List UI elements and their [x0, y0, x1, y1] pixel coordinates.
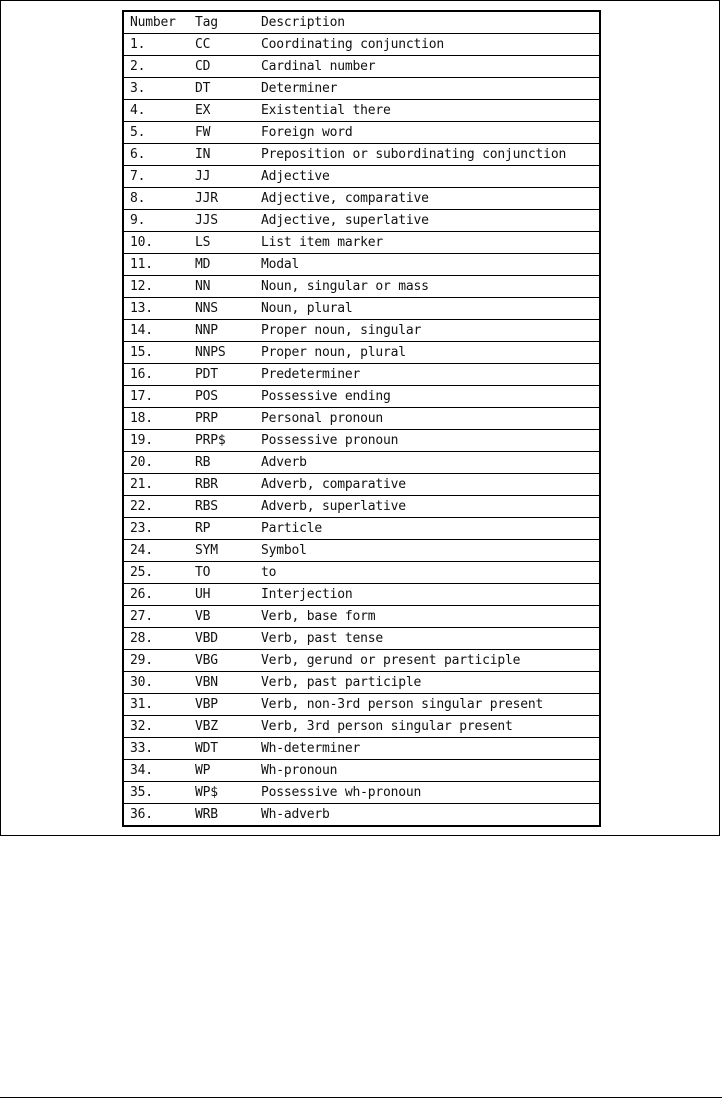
table-row — [123, 540, 600, 562]
cell-description: Verb, gerund or present participle — [255, 650, 600, 672]
cell-description: Modal — [255, 254, 600, 276]
table-row — [123, 496, 600, 518]
cell-number: 31. — [123, 694, 189, 716]
cell-tag: RBR — [189, 474, 255, 496]
page-bottom-rule — [0, 1097, 722, 1098]
table-row — [123, 342, 600, 364]
cell-description: to — [255, 562, 600, 584]
cell-number: 28. — [123, 628, 189, 650]
table-row — [123, 386, 600, 408]
table-row — [123, 672, 600, 694]
cell-number: 8. — [123, 188, 189, 210]
table-row — [123, 474, 600, 496]
table-row — [123, 716, 600, 738]
cell-tag: NNP — [189, 320, 255, 342]
cell-tag: EX — [189, 100, 255, 122]
cell-tag: CD — [189, 56, 255, 78]
table-row — [123, 364, 600, 386]
cell-description: Cardinal number — [255, 56, 600, 78]
cell-description: Foreign word — [255, 122, 600, 144]
cell-tag: RB — [189, 452, 255, 474]
cell-tag: RBS — [189, 496, 255, 518]
cell-description: Proper noun, singular — [255, 320, 600, 342]
cell-description: Personal pronoun — [255, 408, 600, 430]
cell-tag: NNS — [189, 298, 255, 320]
cell-number: 1. — [123, 34, 189, 56]
cell-tag: UH — [189, 584, 255, 606]
table-row — [123, 188, 600, 210]
table-row — [123, 232, 600, 254]
cell-number: 32. — [123, 716, 189, 738]
cell-description: Wh-pronoun — [255, 760, 600, 782]
table-row — [123, 34, 600, 56]
table-row — [123, 738, 600, 760]
cell-description: Adverb, comparative — [255, 474, 600, 496]
cell-number: 6. — [123, 144, 189, 166]
header-tag: Tag — [195, 15, 218, 30]
cell-number: 36. — [123, 804, 189, 827]
cell-number: 7. — [123, 166, 189, 188]
cell-number: 23. — [123, 518, 189, 540]
cell-number: 10. — [123, 232, 189, 254]
cell-description: List item marker — [255, 232, 600, 254]
table-row — [123, 606, 600, 628]
cell-number: 5. — [123, 122, 189, 144]
header-number: Number — [130, 15, 176, 30]
table-row — [123, 100, 600, 122]
cell-description: Possessive wh-pronoun — [255, 782, 600, 804]
cell-description: Preposition or subordinating conjunction — [255, 144, 600, 166]
table-row — [123, 210, 600, 232]
cell-description: Verb, 3rd person singular present — [255, 716, 600, 738]
table-body — [123, 34, 600, 827]
table-row — [123, 782, 600, 804]
cell-tag: WRB — [189, 804, 255, 827]
cell-number: 35. — [123, 782, 189, 804]
table-row — [123, 254, 600, 276]
cell-tag: POS — [189, 386, 255, 408]
cell-number: 16. — [123, 364, 189, 386]
cell-number: 19. — [123, 430, 189, 452]
cell-description: Predeterminer — [255, 364, 600, 386]
cell-number: 11. — [123, 254, 189, 276]
cell-description: Noun, plural — [255, 298, 600, 320]
table-row — [123, 760, 600, 782]
cell-description: Adverb, superlative — [255, 496, 600, 518]
table-row — [123, 694, 600, 716]
cell-tag: PDT — [189, 364, 255, 386]
cell-number: 24. — [123, 540, 189, 562]
cell-description: Interjection — [255, 584, 600, 606]
cell-tag: WP$ — [189, 782, 255, 804]
cell-description: Noun, singular or mass — [255, 276, 600, 298]
cell-description: Determiner — [255, 78, 600, 100]
cell-description: Wh-determiner — [255, 738, 600, 760]
table-row — [123, 628, 600, 650]
cell-number: 2. — [123, 56, 189, 78]
cell-tag: JJS — [189, 210, 255, 232]
table-row — [123, 584, 600, 606]
cell-tag: VB — [189, 606, 255, 628]
cell-number: 17. — [123, 386, 189, 408]
cell-tag: VBZ — [189, 716, 255, 738]
cell-description: Existential there — [255, 100, 600, 122]
cell-description: Possessive pronoun — [255, 430, 600, 452]
cell-tag: SYM — [189, 540, 255, 562]
table-row — [123, 408, 600, 430]
cell-description: Wh-adverb — [255, 804, 600, 827]
cell-tag: NN — [189, 276, 255, 298]
cell-number: 33. — [123, 738, 189, 760]
table-row — [123, 804, 600, 827]
cell-tag: DT — [189, 78, 255, 100]
cell-number: 13. — [123, 298, 189, 320]
cell-tag: FW — [189, 122, 255, 144]
cell-number: 15. — [123, 342, 189, 364]
cell-description: Verb, past participle — [255, 672, 600, 694]
cell-tag: JJ — [189, 166, 255, 188]
cell-number: 30. — [123, 672, 189, 694]
table-row — [123, 650, 600, 672]
cell-description: Adjective, comparative — [255, 188, 600, 210]
cell-description: Coordinating conjunction — [255, 34, 600, 56]
cell-description: Symbol — [255, 540, 600, 562]
cell-tag: VBD — [189, 628, 255, 650]
cell-number: 14. — [123, 320, 189, 342]
table-row — [123, 430, 600, 452]
cell-description: Particle — [255, 518, 600, 540]
cell-tag: IN — [189, 144, 255, 166]
cell-number: 21. — [123, 474, 189, 496]
cell-number: 9. — [123, 210, 189, 232]
cell-description: Proper noun, plural — [255, 342, 600, 364]
cell-number: 25. — [123, 562, 189, 584]
cell-description: Adverb — [255, 452, 600, 474]
table-row — [123, 320, 600, 342]
header-description: Description — [261, 15, 345, 30]
table-row — [123, 144, 600, 166]
cell-number: 3. — [123, 78, 189, 100]
cell-number: 22. — [123, 496, 189, 518]
table-row — [123, 122, 600, 144]
cell-number: 26. — [123, 584, 189, 606]
cell-description: Verb, non-3rd person singular present — [255, 694, 600, 716]
table-row — [123, 276, 600, 298]
table-row — [123, 518, 600, 540]
cell-tag: TO — [189, 562, 255, 584]
table-row — [123, 452, 600, 474]
cell-tag: VBP — [189, 694, 255, 716]
cell-tag: WP — [189, 760, 255, 782]
table-row — [123, 78, 600, 100]
table-row — [123, 298, 600, 320]
cell-number: 20. — [123, 452, 189, 474]
cell-tag: RP — [189, 518, 255, 540]
cell-tag: MD — [189, 254, 255, 276]
cell-tag: VBN — [189, 672, 255, 694]
table-row — [123, 56, 600, 78]
cell-number: 34. — [123, 760, 189, 782]
cell-number: 18. — [123, 408, 189, 430]
cell-tag: LS — [189, 232, 255, 254]
cell-description: Adjective — [255, 166, 600, 188]
cell-tag: CC — [189, 34, 255, 56]
cell-number: 29. — [123, 650, 189, 672]
table-header-row — [123, 11, 600, 34]
cell-tag: PRP — [189, 408, 255, 430]
table-row — [123, 562, 600, 584]
cell-number: 4. — [123, 100, 189, 122]
cell-number: 12. — [123, 276, 189, 298]
cell-description: Possessive ending — [255, 386, 600, 408]
cell-tag: WDT — [189, 738, 255, 760]
cell-number: 27. — [123, 606, 189, 628]
cell-tag: PRP$ — [189, 430, 255, 452]
cell-tag: NNPS — [189, 342, 255, 364]
cell-description: Adjective, superlative — [255, 210, 600, 232]
cell-description: Verb, base form — [255, 606, 600, 628]
cell-tag: JJR — [189, 188, 255, 210]
table-row — [123, 166, 600, 188]
cell-description: Verb, past tense — [255, 628, 600, 650]
pos-tag-table — [122, 10, 601, 827]
cell-tag: VBG — [189, 650, 255, 672]
